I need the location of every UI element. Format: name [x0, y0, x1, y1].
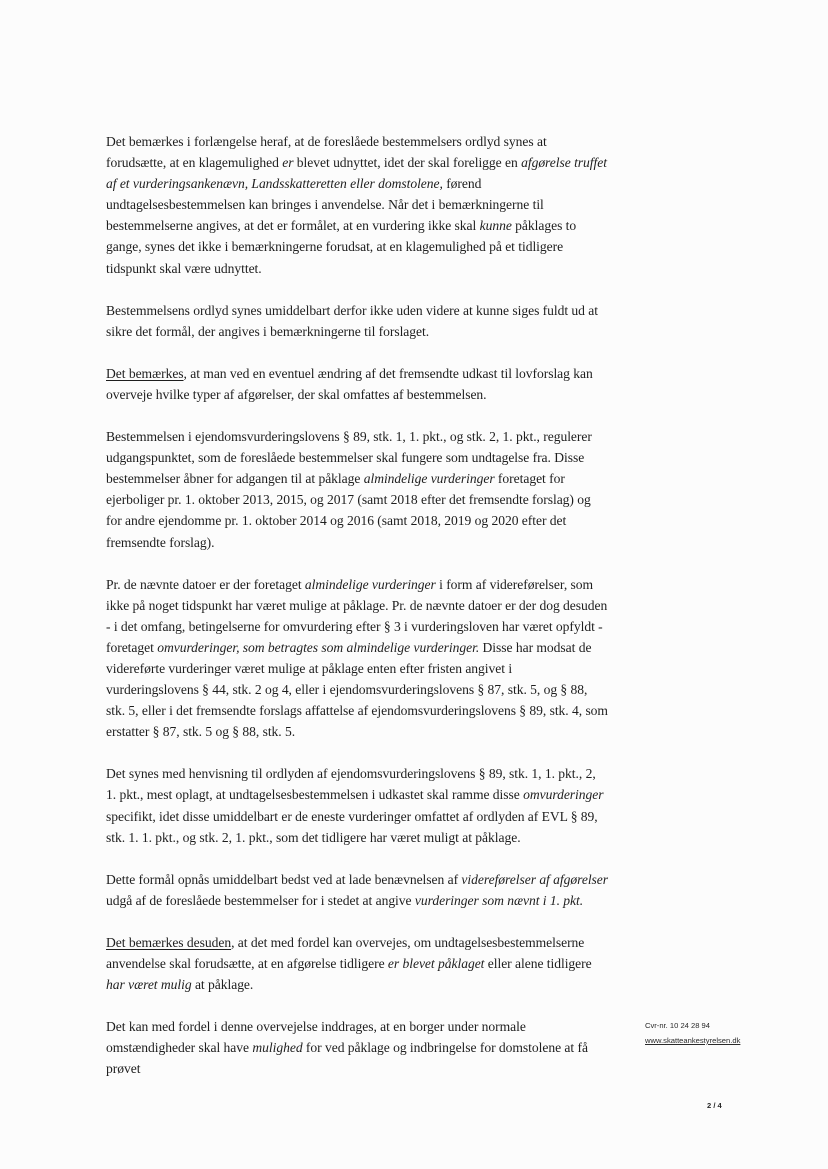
emphasis-text: er	[282, 155, 294, 171]
footer-contact	[645, 1020, 765, 1046]
text-run: Det kan med fordel i denne overvejelse inddrages, at en borger under normale omstændigheder skal have	[106, 1019, 526, 1056]
emphasis-text: afgørelse truffet af et vurderingsankenævn, Landsskatteretten eller domstolene,	[106, 155, 607, 192]
underlined-lead: Det bemærkes desuden	[106, 934, 232, 950]
body-paragraph	[106, 363, 608, 405]
body-paragraph	[106, 574, 608, 743]
text-run: foretaget for ejerboliger pr. 1. oktober 2013, 2015, og 2017 (samt 2018 efter det fremsendte forslag) og for andre ejendomme pr. 1. oktober 2014 og 2016 (samt 2018, 2019 og 2020 efter det fremsendte forslag).	[106, 471, 591, 550]
underlined-lead: Det bemærkes	[106, 365, 184, 381]
emphasis-text: er blevet påklaget	[387, 956, 485, 971]
text-run: førend undtagelsesbestemmelsen kan bringes i anvendelse. Når det i bemærkningerne til bestemmelserne angives, at det er formålet, at en vurdering ikke skal	[106, 176, 544, 234]
emphasis-text: kunne	[479, 218, 512, 234]
emphasis-text: almindelige vurderinger	[304, 576, 436, 592]
body-paragraph	[106, 1016, 608, 1079]
website-link[interactable]: www.skatteankestyrelsen.dk	[645, 1036, 741, 1045]
page-number: 2 / 4	[707, 1101, 722, 1110]
body-paragraph	[106, 131, 608, 279]
text-run: , at man ved en eventuel ændring af det fremsendte udkast til lovforslag kan overveje hvilke typer af afgørelser, der skal omfattes af bestemmelsen.	[106, 365, 593, 402]
text-run: specifikt, idet disse umiddelbart er de eneste vurderinger omfattet af ordlyden af EVL § 89, stk. 1. 1. pkt., og stk. 2, 1. pkt., som det tidligere har været muligt at påklage.	[106, 808, 598, 845]
text-run: blevet udnyttet, idet der skal foreligge en	[293, 155, 522, 171]
body-paragraph	[106, 869, 608, 911]
document-body	[106, 131, 608, 1079]
body-paragraph	[106, 932, 608, 995]
text-run: udgå af de foreslåede bestemmelser for i stedet at angive	[106, 892, 415, 908]
body-paragraph	[106, 300, 608, 342]
text-run: for ved påklage og indbringelse for domstolene at få prøvet	[106, 1040, 588, 1077]
text-run: eller alene tidligere	[484, 956, 592, 971]
text-run: påklages to gange, synes det ikke i bemærkningerne forudsat, at en klagemulighed på et tidligere tidspunkt skal være udnyttet.	[106, 218, 577, 276]
emphasis-text: videreførelser af afgørelser	[461, 871, 609, 887]
emphasis-text: almindelige vurderinger	[363, 471, 495, 487]
text-run: Bestemmelsen i ejendomsvurderingslovens § 89, stk. 1, 1. pkt., og stk. 2, 1. pkt., regulerer udgangspunktet, som de foreslåede bestemmelser skal fungere som undtagelse fra. Disse bestemmelser åbner for adgangen til at påklage	[106, 429, 592, 487]
body-paragraph	[106, 426, 608, 553]
text-run: Det synes med henvisning til ordlyden af ejendomsvurderingslovens § 89, stk. 1, 1. pkt., 2, 1. pkt., mest oplagt, at undtagelsesbestemmelsen i udkastet skal ramme disse	[106, 766, 596, 803]
text-run: i form af videreførelser, som ikke på noget tidspunkt har været mulige at påklage. Pr. de nævnte datoer er der dog desuden - i det omfang, betingelserne for omvurdering efter § 3 i vurderingsloven har været opfyldt - foretaget	[106, 576, 608, 655]
text-run: at påklage.	[191, 977, 254, 993]
emphasis-text: omvurderinger	[523, 787, 604, 803]
text-run: , at det med fordel kan overvejes, om undtagelsesbestemmelserne anvendelse skal forudsætte, at en afgørelse tidligere	[106, 934, 585, 971]
emphasis-text: vurderinger som nævnt i 1. pkt.	[414, 892, 584, 908]
text-run: Bestemmelsens ordlyd synes umiddelbart derfor ikke uden videre at kunne siges fuldt ud at sikre det formål, der angives i bemærkningerne til forslaget.	[106, 302, 598, 339]
text-run: Disse har modsat de videreførte vurderinger været mulige at påklage enten efter fristen angivet i vurderingslovens § 44, stk. 2 og 4, eller i ejendomsvurderingslovens § 87, stk. 5, og § 88, stk. 5, eller i det fremsendte forslags affattelse af ejendomsvurderingslovens § 89, stk. 4, som erstatter § 87, stk. 5 og § 88, stk. 5.	[106, 639, 608, 740]
emphasis-text: omvurderinger, som betragtes som almindelige vurderinger.	[157, 639, 480, 655]
body-paragraph	[106, 763, 608, 847]
text-run: Dette formål opnås umiddelbart bedst ved at lade benævnelsen af	[106, 871, 462, 887]
text-run: Det bemærkes i forlængelse heraf, at de foreslåede bestemmelsers ordlyd synes at forudsætte, at en klagemulighed	[106, 134, 547, 171]
emphasis-text: har været mulig	[106, 977, 192, 993]
text-run: Pr. de nævnte datoer er der foretaget	[106, 576, 305, 592]
cvr-number: Cvr-nr. 10 24 28 94	[645, 1021, 711, 1030]
emphasis-text: mulighed	[252, 1040, 303, 1056]
